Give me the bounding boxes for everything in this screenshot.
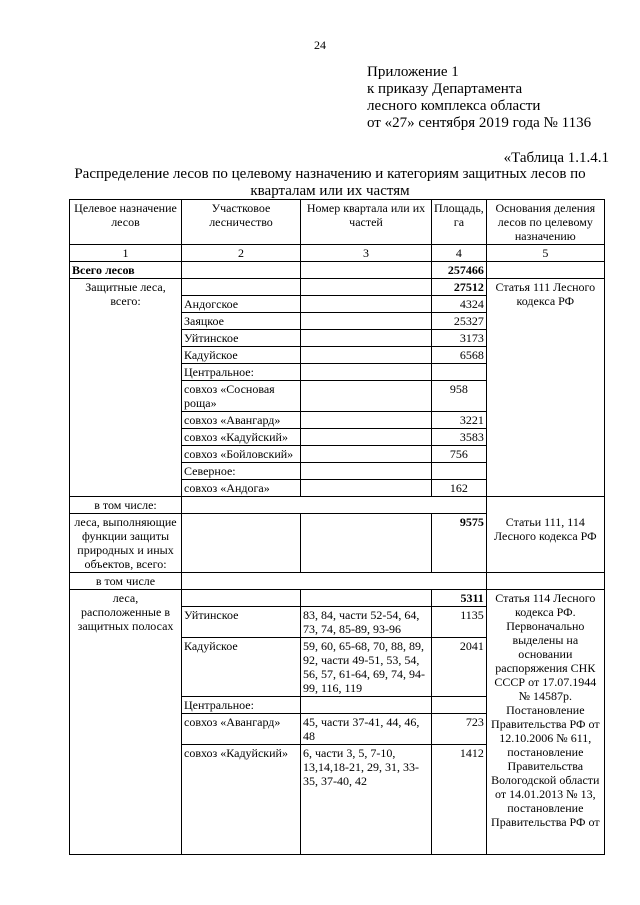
table-row: Центральное: <box>70 364 605 381</box>
table-title: Распределение лесов по целевому назначению и категориям защитных лесов по кварталам или их частям <box>74 166 586 199</box>
header-row <box>70 200 605 245</box>
table-row: Кадуйское 59, 60, 65-68, 70, 88, 89, 92, части 49-51, 53, 54, 56, 57, 61-64, 69, 74, 94-99, 116, 119 2041 <box>70 638 605 697</box>
column-number: 1 <box>70 245 182 262</box>
forest-distribution-table <box>69 199 605 855</box>
nature-basis: Статьи 111, 114 Лесного кодекса РФ <box>486 514 604 573</box>
table-row: Заяцкое 25327 <box>70 313 605 330</box>
table-row: совхоз «Кадуйский» 3583 <box>70 429 605 446</box>
including-row <box>70 497 605 514</box>
including-label: в том числе: <box>70 497 182 514</box>
including-label: в том числе <box>70 573 182 590</box>
table-row: Уйтинское 3173 <box>70 330 605 347</box>
table-row: совхоз «Сосновая роща» 958 <box>70 381 605 412</box>
total-label: Всего лесов <box>70 262 182 279</box>
table-row: совхоз «Андога» 162 <box>70 480 605 497</box>
column-number-row <box>70 245 605 262</box>
column-number: 2 <box>182 245 301 262</box>
nature-label: леса, выполняющие функции защиты природных и иных объектов, всего: <box>70 514 182 573</box>
table-row: Северное: <box>70 463 605 480</box>
table-row: Уйтинское 83, 84, части 52-54, 64, 73, 74, 85-89, 93-96 1135 <box>70 607 605 638</box>
column-number: 3 <box>301 245 432 262</box>
belts-label: леса, расположенные в защитных полосах <box>70 590 182 855</box>
table-row: совхоз «Авангард» 3221 <box>70 412 605 429</box>
appendix-line: лесного комплекса области <box>367 98 541 114</box>
belts-basis: Статья 114 Лесного кодекса РФ. Первоначально выделены на основании распоряжения СНК СССР от 17.07.1944 № 14587р. Постановление Правительства РФ от 12.10.2006 № 611, постановление Правительства Вологодской области от 14.01.2013 № 13, постановление Правительства РФ от <box>486 590 604 855</box>
belts-area: 5311 <box>432 590 487 607</box>
table-row <box>70 279 605 296</box>
appendix-line: Приложение 1 <box>367 64 459 80</box>
table-row: Кадуйское 6568 <box>70 347 605 364</box>
header-cell: Основания деления лесов по целевому назначению <box>486 200 604 245</box>
table-reference: «Таблица 1.1.4.1 <box>503 150 609 166</box>
nature-row <box>70 514 605 573</box>
header-cell: Участковое лесничество <box>182 200 301 245</box>
total-row <box>70 262 605 279</box>
table-row: совхоз «Авангард» 45, части 37-41, 44, 46, 48 723 <box>70 714 605 745</box>
appendix-line: от «27» сентября 2019 года № 1136 <box>367 115 592 131</box>
protective-label: Защитные леса, всего: <box>70 279 182 497</box>
header-cell: Целевое назначение лесов <box>70 200 182 245</box>
protective-area: 27512 <box>432 279 487 296</box>
table-row: совхоз «Бойловский» 756 <box>70 446 605 463</box>
belts-row <box>70 590 605 607</box>
header-cell: Площадь, га <box>432 200 487 245</box>
table-row: совхоз «Кадуйский» 6, части 3, 5, 7-10, 13,14,18-21, 29, 31, 33-35, 37-40, 42 1412 <box>70 745 605 855</box>
header-cell: Номер квартала или их частей <box>301 200 432 245</box>
total-area: 257466 <box>432 262 487 279</box>
including-row <box>70 573 605 590</box>
appendix-header <box>367 64 591 132</box>
column-number: 5 <box>486 245 604 262</box>
nature-area: 9575 <box>432 514 487 573</box>
page-number: 24 <box>314 38 326 52</box>
column-number: 4 <box>432 245 487 262</box>
protective-basis: Статья 111 Лесного кодекса РФ <box>486 279 604 497</box>
appendix-line: к приказу Департамента <box>367 81 523 97</box>
table-row: Центральное: <box>70 697 605 714</box>
table-row: Андогское 4324 <box>70 296 605 313</box>
